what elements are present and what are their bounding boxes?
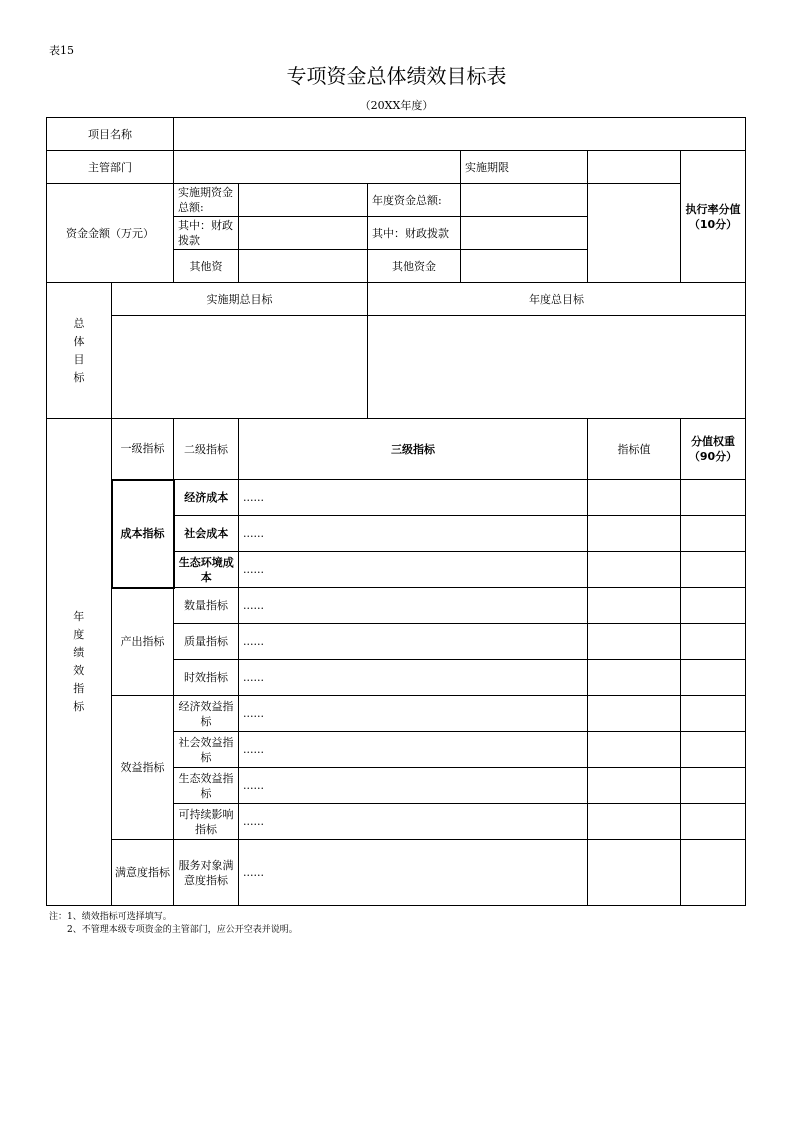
period-label: 实施期限	[461, 151, 588, 184]
sub-indicator: 数量指标	[174, 588, 239, 624]
indicator-weight[interactable]	[681, 516, 746, 552]
performance-target-table	[46, 117, 746, 906]
annual-goal-label: 年度总目标	[368, 283, 746, 316]
indicator-detail[interactable]: ......	[239, 804, 588, 840]
header-level1: 一级指标	[112, 419, 174, 480]
indicator-detail[interactable]: ......	[239, 660, 588, 696]
annual-indicator-label: 年度绩效指标	[47, 419, 112, 906]
dept-label: 主管部门	[47, 151, 174, 184]
indicator-detail[interactable]: ......	[239, 768, 588, 804]
header-level2: 二级指标	[174, 419, 239, 480]
project-name-value[interactable]	[174, 118, 746, 151]
table-number: 表15	[49, 44, 74, 57]
indicator-weight[interactable]	[681, 696, 746, 732]
annual-other-label: 其他资金	[368, 250, 461, 283]
indicator-weight[interactable]	[681, 480, 746, 516]
period-fiscal-label: 其中：财政拨款	[174, 217, 239, 250]
indicator-value[interactable]	[588, 768, 681, 804]
indicator-weight[interactable]	[681, 732, 746, 768]
indicator-weight[interactable]	[681, 660, 746, 696]
footnote-1: 注：1、绩效指标可选择填写。	[49, 912, 172, 922]
indicator-weight[interactable]	[681, 840, 746, 906]
indicator-weight[interactable]	[681, 552, 746, 588]
group-label: 效益指标	[112, 696, 174, 840]
footnote-2: 2、不管理本级专项资金的主管部门，应公开空表并说明。	[67, 925, 298, 935]
dept-value[interactable]	[174, 151, 461, 184]
sub-indicator: 生态效益指标	[174, 768, 239, 804]
group-label: 满意度指标	[112, 840, 174, 906]
sub-indicator: 服务对象满意度指标	[174, 840, 239, 906]
exec-rate-label: 执行率分值（10分）	[681, 151, 746, 283]
indicator-weight[interactable]	[681, 768, 746, 804]
indicator-value[interactable]	[588, 840, 681, 906]
indicator-detail[interactable]: ......	[239, 480, 588, 516]
period-goal-label: 实施期总目标	[112, 283, 368, 316]
page-title: 专项资金总体绩效目标表	[286, 64, 507, 88]
indicator-detail[interactable]: ......	[239, 624, 588, 660]
sub-indicator: 时效指标	[174, 660, 239, 696]
indicator-value[interactable]	[588, 480, 681, 516]
indicator-detail[interactable]: ......	[239, 516, 588, 552]
page-subtitle: （20XX年度）	[359, 99, 434, 112]
sub-indicator: 经济成本	[174, 480, 239, 516]
period-goal-value[interactable]	[112, 316, 368, 419]
period-other-value[interactable]	[239, 250, 368, 283]
annual-fiscal-value[interactable]	[461, 217, 588, 250]
indicator-detail[interactable]: ......	[239, 696, 588, 732]
indicator-value[interactable]	[588, 588, 681, 624]
indicator-detail[interactable]: ......	[239, 552, 588, 588]
period-total-label: 实施期资金总额:	[174, 184, 239, 217]
indicator-value[interactable]	[588, 660, 681, 696]
annual-fiscal-label: 其中：财政拨款	[368, 217, 461, 250]
header-value: 指标值	[588, 419, 681, 480]
annual-total-value[interactable]	[461, 184, 588, 217]
indicator-detail[interactable]: ......	[239, 840, 588, 906]
sub-indicator: 经济效益指标	[174, 696, 239, 732]
annual-total-label: 年度资金总额:	[368, 184, 461, 217]
indicator-value[interactable]	[588, 624, 681, 660]
indicator-weight[interactable]	[681, 624, 746, 660]
sub-indicator: 可持续影响指标	[174, 804, 239, 840]
period-other-label: 其他资	[174, 250, 239, 283]
fund-amount-label: 资金金额（万元）	[47, 184, 174, 283]
period-fiscal-value[interactable]	[239, 217, 368, 250]
indicator-value[interactable]	[588, 732, 681, 768]
indicator-weight[interactable]	[681, 588, 746, 624]
header-level3: 三级指标	[239, 419, 588, 480]
sub-indicator: 社会成本	[174, 516, 239, 552]
annual-other-value[interactable]	[461, 250, 588, 283]
project-name-label: 项目名称	[47, 118, 174, 151]
indicator-detail[interactable]: ......	[239, 588, 588, 624]
indicator-value[interactable]	[588, 696, 681, 732]
indicator-weight[interactable]	[681, 804, 746, 840]
annual-goal-value[interactable]	[368, 316, 746, 419]
period-total-value[interactable]	[239, 184, 368, 217]
group-label: 产出指标	[112, 588, 174, 696]
indicator-value[interactable]	[588, 516, 681, 552]
sub-indicator: 生态环境成本	[174, 552, 239, 588]
footnotes	[49, 911, 298, 937]
sub-indicator: 质量指标	[174, 624, 239, 660]
sub-indicator: 社会效益指标	[174, 732, 239, 768]
header-weight: 分值权重（90分）	[681, 419, 746, 480]
indicator-value[interactable]	[588, 804, 681, 840]
indicator-detail[interactable]: ......	[239, 732, 588, 768]
overall-goal-label: 总体目标	[47, 283, 112, 419]
group-label: 成本指标	[112, 480, 174, 588]
period-value[interactable]	[588, 151, 681, 184]
indicator-value[interactable]	[588, 552, 681, 588]
